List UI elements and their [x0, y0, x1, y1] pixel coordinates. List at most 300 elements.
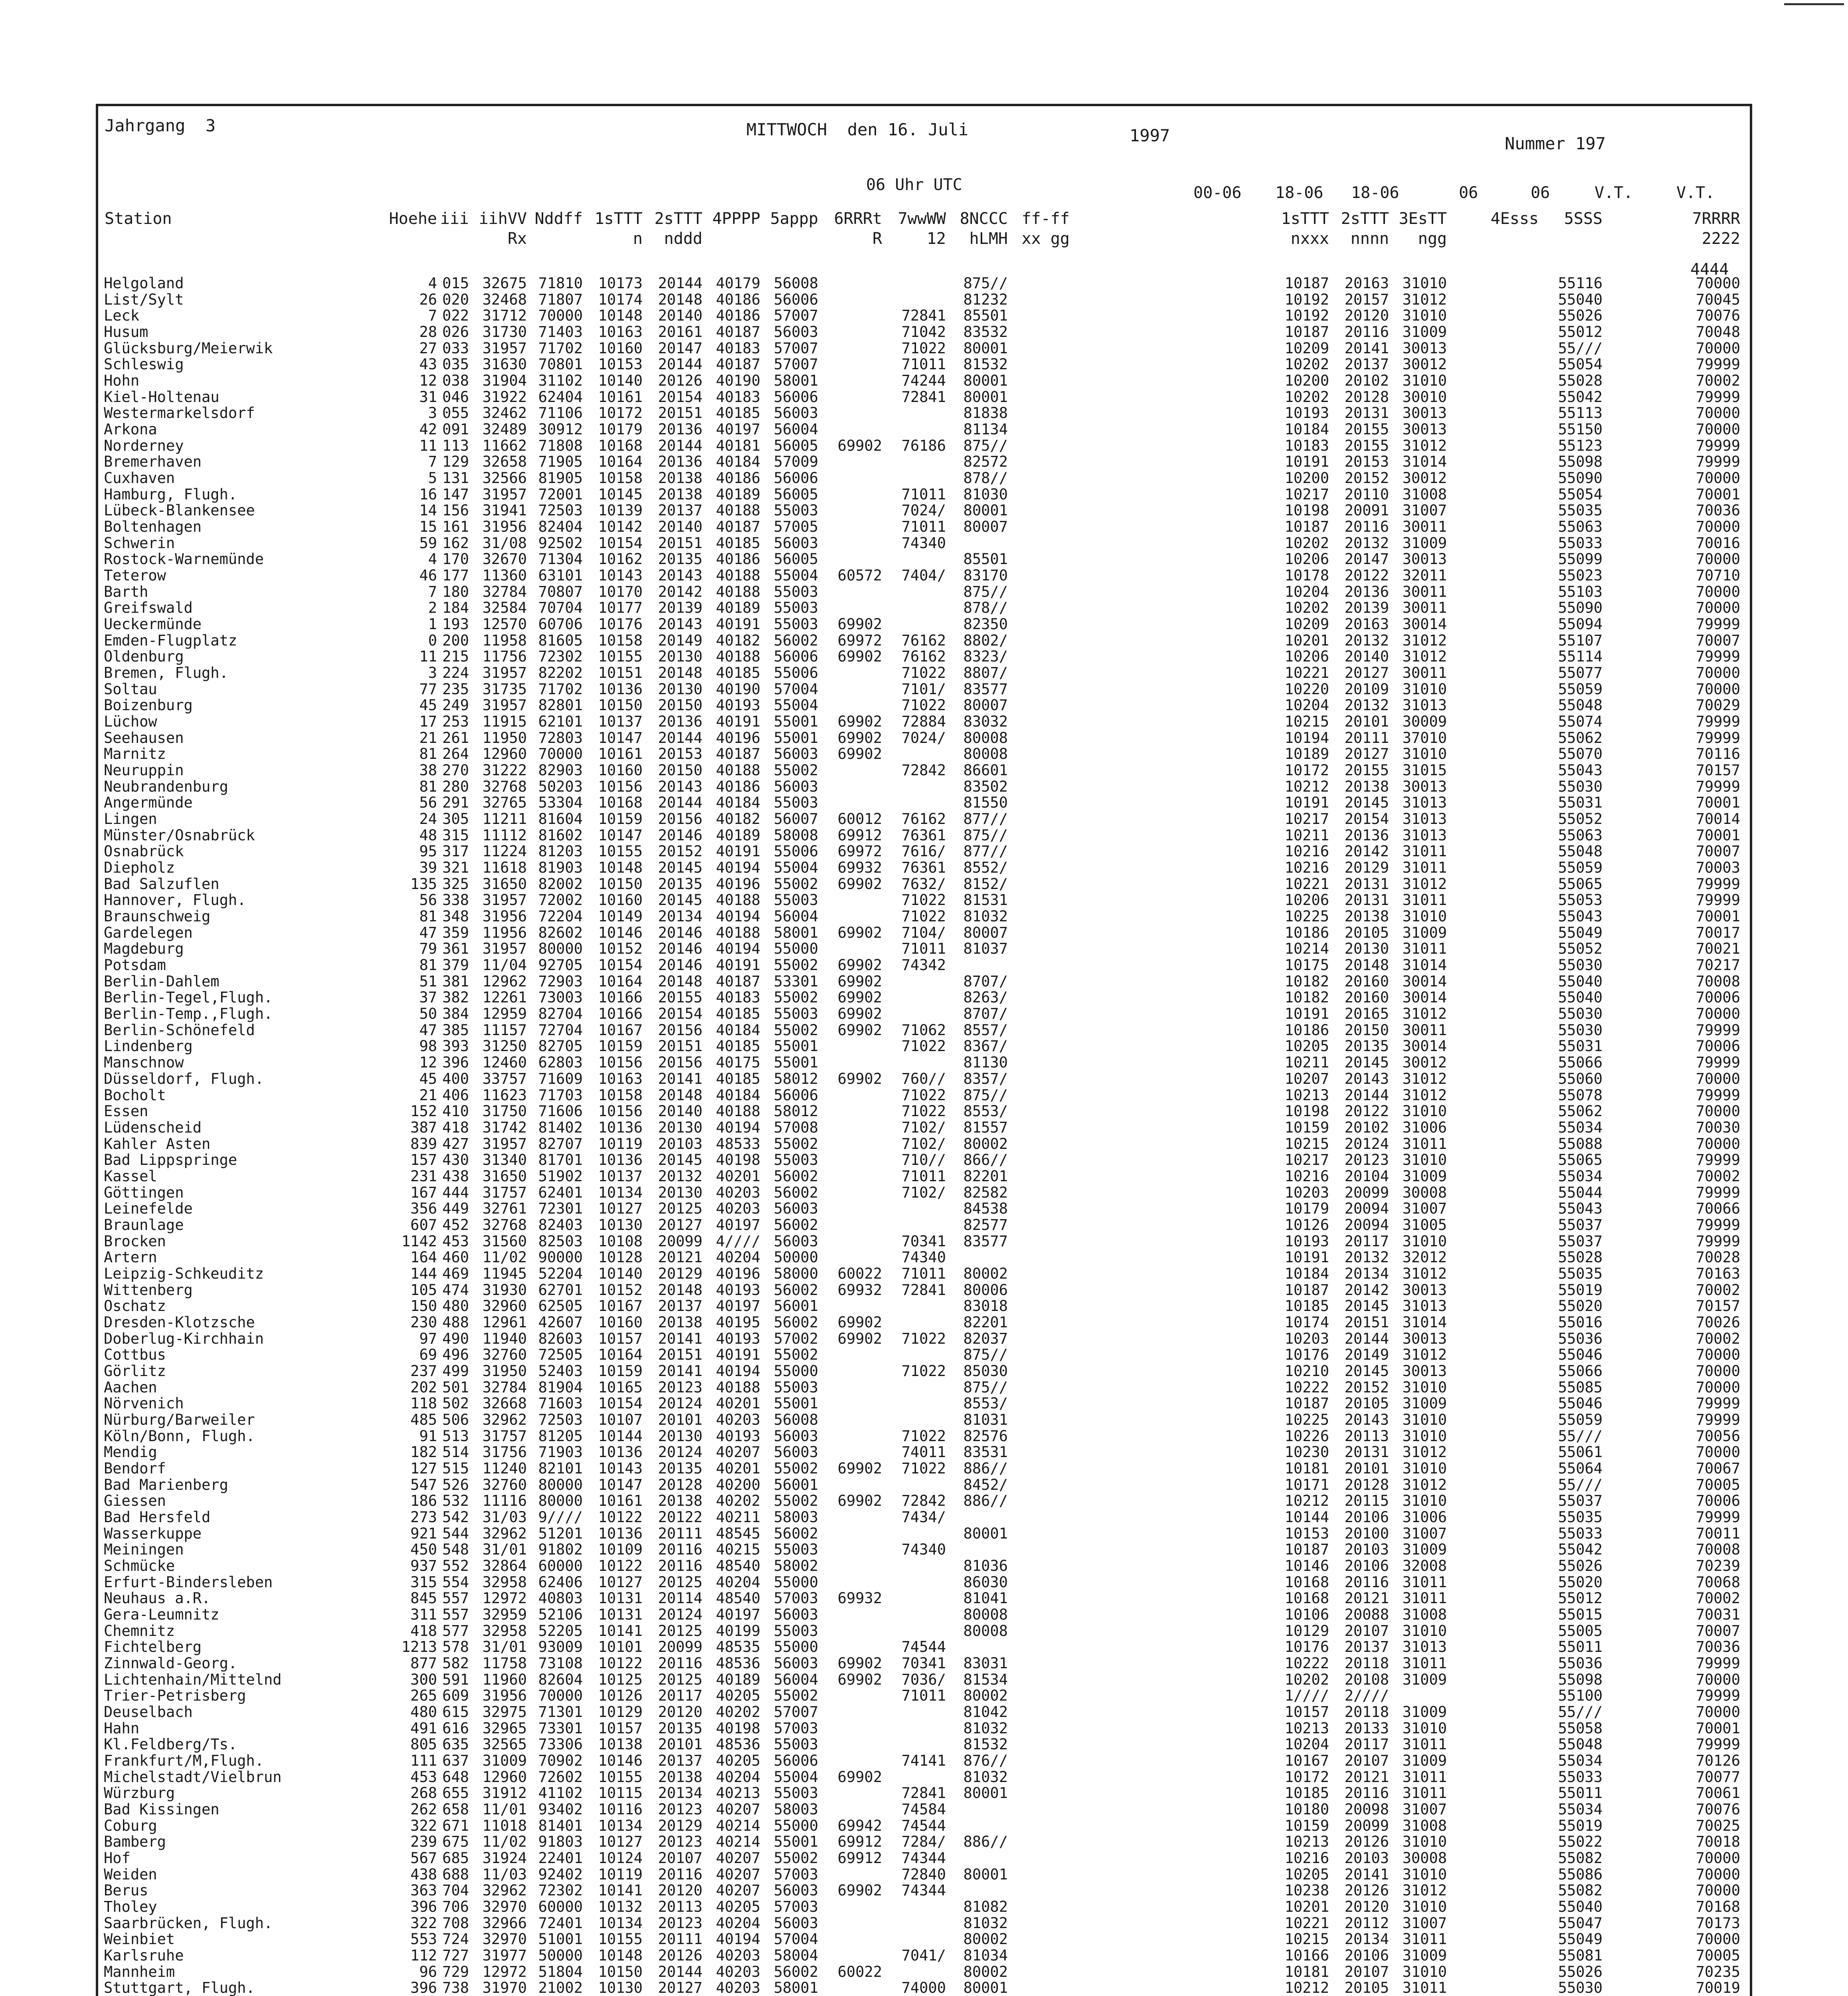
station-name: Münster/Osnabrück [104, 826, 255, 844]
cell-3estt: 30011 [1402, 1021, 1447, 1039]
cell-5sss: 55058 [1558, 1719, 1603, 1737]
cell-2sttt-b: 20143 [1344, 1070, 1389, 1087]
cell-4pppp: 40189 [716, 826, 760, 844]
cell-5sss: 55031 [1558, 794, 1603, 812]
table-row [0, 1818, 1848, 1834]
cell-hoehe: 553 [410, 1931, 437, 1948]
cell-hoehe: 43 [419, 356, 437, 373]
cell-3estt: 30014 [1402, 972, 1447, 990]
cell-iihvv: 12972 [482, 1590, 527, 1607]
cell-iii: 385 [442, 1021, 469, 1039]
cell-6rrrt: 69912 [837, 1833, 882, 1851]
cell-4pppp: 40205 [716, 1898, 760, 1915]
cell-nddff: 92502 [538, 534, 583, 552]
cell-2sttt: 20120 [658, 1882, 702, 1899]
cell-5appp: 56002 [774, 1963, 818, 1980]
cell-7rrrr: 70008 [1696, 1541, 1740, 1558]
cell-5sss: 55113 [1558, 404, 1603, 422]
cell-3estt: 31012 [1402, 875, 1447, 893]
cell-7wwww: 7404/ [901, 567, 946, 584]
cell-3estt: 32011 [1402, 567, 1447, 584]
cell-7rrrr: 70005 [1696, 1476, 1740, 1493]
cell-5appp: 55001 [774, 729, 818, 747]
cell-nddff: 81903 [538, 859, 583, 877]
cell-2sttt: 20148 [658, 972, 702, 990]
cell-3estt: 31010 [1402, 680, 1447, 698]
station-name: Neubrandenburg [104, 778, 228, 795]
cell-1sttt-b: 10212 [1284, 1492, 1329, 1510]
cell-7wwww: 71022 [901, 1459, 946, 1477]
cell-iii: 727 [442, 1947, 469, 1964]
cell-iii: 270 [442, 762, 469, 779]
cell-iihvv: 11915 [482, 713, 527, 731]
cell-nddff: 71106 [538, 404, 583, 422]
cell-1sttt-b: 10126 [1284, 1216, 1329, 1234]
cell-2sttt-b: 20124 [1344, 1135, 1389, 1152]
cell-7rrrr: 70000 [1696, 664, 1740, 682]
cell-7rrrr: 70045 [1696, 291, 1740, 308]
cell-iihvv: 32584 [482, 599, 527, 617]
cell-1sttt-b: 10214 [1284, 940, 1329, 958]
cell-nddff: 62406 [538, 1573, 583, 1591]
table-row [0, 795, 1848, 811]
cell-7rrrr: 70017 [1696, 924, 1740, 941]
cell-1sttt: 10137 [598, 713, 643, 731]
cell-5sss: 55028 [1558, 1249, 1603, 1266]
table-row [0, 373, 1848, 389]
cell-1sttt: 10122 [598, 1654, 643, 1672]
cell-7wwww: 74340 [901, 534, 946, 552]
cell-5sss: 55066 [1558, 1054, 1603, 1071]
table-row [0, 1103, 1848, 1119]
cell-1sttt-b: 10185 [1284, 1297, 1329, 1315]
cell-2sttt: 20136 [658, 453, 702, 471]
cell-1sttt-b: 10171 [1284, 1476, 1329, 1493]
cell-iihvv: 31956 [482, 1687, 527, 1705]
cell-8nccc: 80008 [963, 1622, 1008, 1640]
table-row [0, 1867, 1848, 1883]
col-header-4esss: 4Esss [1490, 210, 1539, 228]
cell-5sss: 55081 [1558, 1947, 1603, 1964]
cell-3estt: 30011 [1402, 518, 1447, 536]
cell-iii: 200 [442, 632, 469, 649]
cell-3estt: 31013 [1402, 826, 1447, 844]
cell-7rrrr: 70002 [1696, 372, 1740, 390]
cell-5sss: 55100 [1558, 1687, 1603, 1705]
cell-7wwww: 7024/ [901, 502, 946, 519]
col-header-2sttt-b-sub: nnnn [1350, 230, 1389, 248]
cell-5appp: 58001 [774, 924, 818, 941]
cell-hoehe: 7 [428, 583, 437, 600]
cell-2sttt-b: 20132 [1344, 632, 1389, 649]
cell-5sss: 55035 [1558, 1265, 1603, 1282]
cell-2sttt-b: 20142 [1344, 843, 1389, 860]
cell-6rrrt: 69972 [837, 843, 882, 860]
cell-5sss: 55074 [1558, 713, 1603, 731]
station-name: Wittenberg [104, 1281, 193, 1299]
cell-5appp: 57003 [774, 1898, 818, 1915]
cell-3estt: 31011 [1402, 1135, 1447, 1152]
cell-8nccc: 83018 [963, 1297, 1008, 1315]
cell-iii: 315 [442, 826, 469, 844]
cell-8nccc: 8707/ [963, 1005, 1008, 1023]
cell-7rrrr: 70031 [1696, 1606, 1740, 1623]
cell-1sttt-b: 10221 [1284, 875, 1329, 893]
cell-1sttt: 10115 [598, 1784, 643, 1802]
cell-4pppp: 40188 [716, 891, 760, 909]
cell-2sttt-b: 20160 [1344, 989, 1389, 1006]
cell-7wwww: 76162 [901, 648, 946, 665]
cell-7rrrr: 79999 [1696, 1411, 1740, 1428]
cell-1sttt: 10139 [598, 502, 643, 519]
cell-5sss: 55054 [1558, 356, 1603, 373]
cell-nddff: 81402 [538, 1119, 583, 1136]
station-name: Lingen [104, 810, 157, 828]
cell-2sttt: 20135 [658, 1459, 702, 1477]
cell-4pppp: 4//// [716, 1232, 760, 1250]
cell-2sttt-b: 20104 [1344, 1167, 1389, 1185]
cell-hoehe: 387 [410, 1119, 437, 1136]
cell-5sss: 55019 [1558, 1281, 1603, 1299]
cell-5appp: 56004 [774, 908, 818, 925]
cell-3estt: 31010 [1402, 275, 1447, 292]
station-name: Hannover, Flugh. [104, 891, 246, 909]
station-name: Karlsruhe [104, 1947, 184, 1964]
cell-2sttt: 20140 [658, 518, 702, 536]
cell-hoehe: 28 [419, 323, 437, 341]
cell-7wwww: 74000 [901, 1979, 946, 1996]
station-name: Berus [104, 1882, 148, 1899]
cell-iihvv: 31956 [482, 518, 527, 536]
cell-4pppp: 40211 [716, 1508, 760, 1526]
cell-1sttt: 10116 [598, 1800, 643, 1818]
cell-1sttt: 10163 [598, 1070, 643, 1087]
top-rule [1784, 3, 1844, 5]
cell-1sttt: 10140 [598, 372, 643, 390]
cell-iii: 671 [442, 1817, 469, 1834]
cell-4pppp: 40214 [716, 1833, 760, 1851]
cell-1sttt-b: 10186 [1284, 1021, 1329, 1039]
cell-1sttt: 10161 [598, 388, 643, 406]
cell-3estt: 31012 [1402, 1444, 1447, 1461]
cell-8nccc: 8553/ [963, 1103, 1008, 1120]
cell-6rrrt: 69942 [837, 1817, 882, 1834]
station-name: Braunschweig [104, 908, 211, 925]
cell-hoehe: 56 [419, 891, 437, 909]
cell-7rrrr: 70007 [1696, 632, 1740, 649]
cell-7rrrr: 70000 [1696, 680, 1740, 698]
cell-2sttt: 20129 [658, 1817, 702, 1834]
cell-8nccc: 80001 [963, 388, 1008, 406]
group-06b: 06 [1531, 184, 1550, 202]
cell-iihvv: 32966 [482, 1914, 527, 1932]
table-row [0, 633, 1848, 649]
cell-2sttt: 20123 [658, 1378, 702, 1396]
cell-2sttt-b: 20127 [1344, 664, 1389, 682]
col-header-iii: iii [440, 210, 469, 228]
cell-3estt: 31011 [1402, 1654, 1447, 1672]
cell-hoehe: 231 [410, 1167, 437, 1185]
cell-7rrrr: 79999 [1696, 616, 1740, 633]
cell-7rrrr: 70157 [1696, 1297, 1740, 1315]
cell-nddff: 71810 [538, 275, 583, 292]
cell-5sss: 55/// [1558, 1703, 1603, 1721]
cell-5sss: 55086 [1558, 1865, 1603, 1883]
cell-5sss: 55040 [1558, 1898, 1603, 1915]
table-row [0, 454, 1848, 470]
cell-4pppp: 40183 [716, 339, 760, 357]
cell-2sttt-b: 20121 [1344, 1768, 1389, 1786]
cell-iii: 460 [442, 1249, 469, 1266]
cell-3estt: 31012 [1402, 1346, 1447, 1364]
cell-8nccc: 81531 [963, 891, 1008, 909]
cell-8nccc: 81532 [963, 1736, 1008, 1753]
cell-5sss: 55030 [1558, 778, 1603, 795]
cell-nddff: 62803 [538, 1054, 583, 1071]
cell-5appp: 57004 [774, 1931, 818, 1948]
cell-2sttt: 20132 [658, 1167, 702, 1185]
cell-5sss: 55037 [1558, 1216, 1603, 1234]
cell-4pppp: 40194 [716, 1931, 760, 1948]
cell-4pppp: 40184 [716, 794, 760, 812]
cell-hoehe: 157 [410, 1151, 437, 1169]
table-row [0, 356, 1848, 372]
cell-8nccc: 875// [963, 437, 1008, 454]
cell-iii: 131 [442, 469, 469, 487]
station-name: Manschnow [104, 1054, 184, 1071]
cell-iii: 615 [442, 1703, 469, 1721]
cell-hoehe: 453 [410, 1768, 437, 1786]
cell-8nccc: 81032 [963, 1719, 1008, 1737]
cell-nddff: 72302 [538, 648, 583, 665]
cell-iii: 033 [442, 339, 469, 357]
cell-5sss: 55023 [1558, 567, 1603, 584]
table-row [0, 1234, 1848, 1249]
cell-1sttt-b: 10213 [1284, 1719, 1329, 1737]
cell-5sss: 55054 [1558, 485, 1603, 503]
cell-iihvv: 31957 [482, 891, 527, 909]
cell-1sttt: 10157 [598, 1719, 643, 1737]
cell-hoehe: 98 [419, 1038, 437, 1055]
cell-6rrrt: 69902 [837, 1492, 882, 1510]
col-header-3estt: 3EsTT [1399, 210, 1447, 228]
cell-5appp: 56006 [774, 648, 818, 665]
cell-2sttt-b: 20122 [1344, 1103, 1389, 1120]
cell-2sttt: 20129 [658, 1265, 702, 1282]
cell-6rrrt: 69902 [837, 1070, 882, 1087]
table-row [0, 909, 1848, 925]
cell-5sss: 55012 [1558, 323, 1603, 341]
station-name: Coburg [104, 1817, 157, 1834]
cell-8nccc: 82201 [963, 1313, 1008, 1331]
cell-1sttt-b: 10198 [1284, 502, 1329, 519]
cell-7rrrr: 70066 [1696, 1200, 1740, 1218]
cell-4pppp: 40194 [716, 1362, 760, 1380]
cell-3estt: 30014 [1402, 989, 1447, 1006]
cell-2sttt: 20101 [658, 1736, 702, 1753]
cell-8nccc: 85501 [963, 550, 1008, 568]
cell-2sttt: 20142 [658, 583, 702, 600]
cell-iihvv: 11360 [482, 567, 527, 584]
cell-3estt: 31013 [1402, 1297, 1447, 1315]
station-name: Berlin-Tegel,Flugh. [104, 989, 273, 1006]
cell-nddff: 50000 [538, 1947, 583, 1964]
cell-8nccc: 82572 [963, 453, 1008, 471]
table-row [0, 1266, 1848, 1282]
cell-3estt: 31011 [1402, 1573, 1447, 1591]
cell-4pppp: 40201 [716, 1167, 760, 1185]
cell-1sttt-b: 10175 [1284, 956, 1329, 974]
cell-nddff: 71903 [538, 1444, 583, 1461]
cell-2sttt-b: 20139 [1344, 599, 1389, 617]
cell-hoehe: 2 [428, 599, 437, 617]
cell-5appp: 55004 [774, 697, 818, 714]
station-name: Weiden [104, 1865, 157, 1883]
cell-3estt: 30012 [1402, 356, 1447, 373]
cell-nddff: 63101 [538, 567, 583, 584]
station-name: Saarbrücken, Flugh. [104, 1914, 273, 1932]
cell-iii: 552 [442, 1557, 469, 1574]
table-row [0, 762, 1848, 778]
cell-nddff: 71301 [538, 1703, 583, 1721]
cell-5appp: 55003 [774, 1151, 818, 1169]
cell-iii: 502 [442, 1395, 469, 1412]
station-name: Mendig [104, 1444, 157, 1461]
cell-2sttt: 20153 [658, 745, 702, 763]
cell-1sttt: 10109 [598, 1541, 643, 1558]
cell-2sttt: 20161 [658, 323, 702, 341]
cell-iii: 506 [442, 1411, 469, 1428]
station-name: Potsdam [104, 956, 166, 974]
cell-6rrrt: 69902 [837, 972, 882, 990]
cell-7rrrr: 79999 [1696, 388, 1740, 406]
cell-2sttt-b: 20143 [1344, 1411, 1389, 1428]
cell-2sttt: 20140 [658, 1103, 702, 1120]
cell-1sttt: 10144 [598, 1427, 643, 1445]
cell-hoehe: 38 [419, 762, 437, 779]
cell-hoehe: 937 [410, 1557, 437, 1574]
cell-7wwww: 71022 [901, 1038, 946, 1055]
cell-nddff: 41102 [538, 1784, 583, 1802]
cell-8nccc: 83031 [963, 1654, 1008, 1672]
station-name: Weinbiet [104, 1931, 175, 1948]
cell-7rrrr: 70006 [1696, 989, 1740, 1006]
cell-iihvv: 32970 [482, 1931, 527, 1948]
cell-1sttt: 10146 [598, 1752, 643, 1769]
cell-2sttt-b: 20155 [1344, 762, 1389, 779]
cell-2sttt-b: 20094 [1344, 1216, 1389, 1234]
cell-6rrrt: 69902 [837, 1654, 882, 1672]
cell-hoehe: 167 [410, 1184, 437, 1201]
cell-8nccc: 82201 [963, 1167, 1008, 1185]
cell-5sss: 55026 [1558, 1557, 1603, 1574]
cell-hoehe: 322 [410, 1817, 437, 1834]
cell-8nccc: 82582 [963, 1184, 1008, 1201]
cell-7rrrr: 70008 [1696, 972, 1740, 990]
cell-5sss: 55040 [1558, 972, 1603, 990]
cell-hoehe: 273 [410, 1508, 437, 1526]
cell-3estt: 31009 [1402, 1947, 1447, 1964]
col-header-1sttt-b: 1sTTT [1281, 210, 1329, 228]
cell-2sttt: 20154 [658, 388, 702, 406]
cell-nddff: 50203 [538, 778, 583, 795]
cell-3estt: 31011 [1402, 1736, 1447, 1753]
cell-iii: 381 [442, 972, 469, 990]
cell-5sss: 55066 [1558, 1362, 1603, 1380]
cell-7rrrr: 70076 [1696, 1800, 1740, 1818]
cell-2sttt-b: 20138 [1344, 778, 1389, 795]
cell-5sss: 55034 [1558, 1752, 1603, 1769]
cell-1sttt: 10125 [598, 1671, 643, 1688]
cell-1sttt-b: 10191 [1284, 1249, 1329, 1266]
cell-8nccc: 82350 [963, 616, 1008, 633]
cell-nddff: 72602 [538, 1768, 583, 1786]
cell-4pppp: 40201 [716, 1395, 760, 1412]
cell-nddff: 51804 [538, 1963, 583, 1980]
table-row [0, 1168, 1848, 1184]
cell-7rrrr: 70000 [1696, 1703, 1740, 1721]
cell-7wwww: 7041/ [901, 1947, 946, 1964]
cell-hoehe: 56 [419, 794, 437, 812]
cell-4pppp: 40182 [716, 810, 760, 828]
cell-hoehe: 5 [428, 469, 437, 487]
cell-4pppp: 48535 [716, 1638, 760, 1656]
cell-2sttt-b: 20116 [1344, 1784, 1389, 1802]
cell-3estt: 31012 [1402, 1265, 1447, 1282]
cell-2sttt-b: 20099 [1344, 1817, 1389, 1834]
cell-5appp: 56003 [774, 1654, 818, 1672]
cell-5sss: 55047 [1558, 1914, 1603, 1932]
station-name: Nürburg/Barweiler [104, 1411, 255, 1428]
cell-4pppp: 40197 [716, 1606, 760, 1623]
cell-3estt: 31012 [1402, 1476, 1447, 1493]
cell-hoehe: 81 [419, 745, 437, 763]
cell-iii: 513 [442, 1427, 469, 1445]
cell-2sttt: 20136 [658, 713, 702, 731]
station-name: Hohn [104, 372, 140, 390]
cell-nddff: 71603 [538, 1395, 583, 1412]
cell-1sttt: 10155 [598, 843, 643, 860]
cell-1sttt-b: 10193 [1284, 1232, 1329, 1250]
cell-2sttt-b: 20148 [1344, 956, 1389, 974]
cell-nddff: 81605 [538, 632, 583, 649]
station-name: Artern [104, 1249, 157, 1266]
cell-nddff: 52403 [538, 1362, 583, 1380]
station-name: Trier-Petrisberg [104, 1687, 246, 1705]
cell-1sttt-b: 10181 [1284, 1459, 1329, 1477]
cell-2sttt-b: 20111 [1344, 729, 1389, 747]
cell-2sttt: 20122 [658, 1508, 702, 1526]
cell-8nccc: 80002 [963, 1687, 1008, 1705]
cell-3estt: 31007 [1402, 1525, 1447, 1542]
cell-4pppp: 40197 [716, 421, 760, 438]
cell-8nccc: 81034 [963, 1947, 1008, 1964]
cell-2sttt-b: 20128 [1344, 388, 1389, 406]
col-header-5sss: 5SSS [1564, 210, 1603, 228]
cell-7wwww: 71022 [901, 1330, 946, 1347]
cell-nddff: 81205 [538, 1427, 583, 1445]
cell-2sttt: 20103 [658, 1135, 702, 1152]
cell-iii: 453 [442, 1232, 469, 1250]
cell-2sttt: 20152 [658, 843, 702, 860]
table-row [0, 1931, 1848, 1947]
cell-7rrrr: 79999 [1696, 891, 1740, 909]
cell-1sttt-b: 10184 [1284, 1265, 1329, 1282]
cell-1sttt-b: 10216 [1284, 859, 1329, 877]
cell-iihvv: 31712 [482, 307, 527, 325]
cell-7wwww: 74340 [901, 1249, 946, 1266]
cell-1sttt-b: 10187 [1284, 1395, 1329, 1412]
